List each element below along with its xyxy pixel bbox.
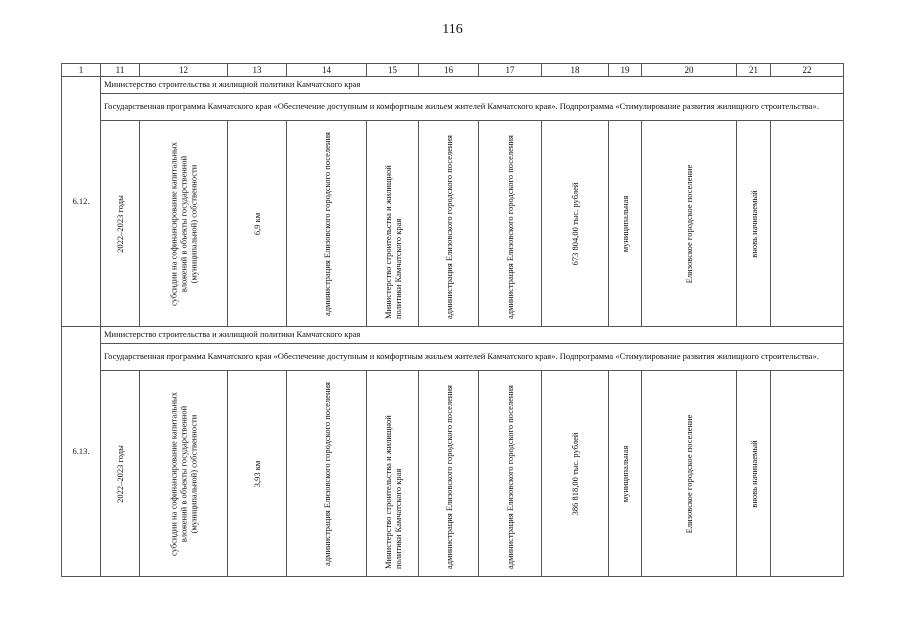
cell-note bbox=[771, 371, 844, 577]
column-header-row bbox=[62, 64, 844, 77]
table-row bbox=[62, 344, 844, 371]
table-row bbox=[62, 77, 844, 94]
cell-funding-type: субсидии на софинансирование капитальных вложений в объекты государственной (муниципальной) собственности bbox=[140, 371, 228, 577]
column-header: 15 bbox=[367, 64, 419, 77]
cell-administrator: Министерство строительства и жилищной политики Камчатского края bbox=[367, 371, 419, 577]
cell-territory: Елизовское городское поселение bbox=[642, 371, 737, 577]
column-header: 12 bbox=[140, 64, 228, 77]
cell-customer: администрация Елизовского городского поселения bbox=[287, 371, 367, 577]
program-line: Государственная программа Камчатского края «Обеспечение доступным и комфортным жильем жителей Камчатского края». Подпрограмма «Стимулирование развития жилищного строительства». bbox=[101, 94, 844, 121]
column-header: 19 bbox=[609, 64, 642, 77]
column-header: 17 bbox=[479, 64, 542, 77]
table-row bbox=[62, 371, 844, 577]
row-number: 6.13. bbox=[62, 327, 101, 577]
cell-customer: администрация Елизовского городского поселения bbox=[287, 121, 367, 327]
cell-funding-type: субсидии на софинансирование капитальных вложений в объекты государственной (муниципальной) собственности bbox=[140, 121, 228, 327]
column-header: 22 bbox=[771, 64, 844, 77]
cell-cost: 673 804,00 тыс. рублей bbox=[542, 121, 609, 327]
ministry-line: Министерство строительства и жилищной политики Камчатского края bbox=[101, 327, 844, 344]
cell-note bbox=[771, 121, 844, 327]
column-header: 18 bbox=[542, 64, 609, 77]
column-header: 20 bbox=[642, 64, 737, 77]
table-row bbox=[62, 327, 844, 344]
cell-capacity: 6,9 км bbox=[228, 121, 287, 327]
table-row bbox=[62, 94, 844, 121]
table-row bbox=[62, 121, 844, 327]
column-header: 16 bbox=[419, 64, 479, 77]
row-number: 6.12. bbox=[62, 77, 101, 327]
column-header: 21 bbox=[737, 64, 771, 77]
column-header: 14 bbox=[287, 64, 367, 77]
ministry-line: Министерство строительства и жилищной политики Камчатского края bbox=[101, 77, 844, 94]
cell-status: вновь начинаемый bbox=[737, 371, 771, 577]
cell-ownership: муниципальная bbox=[609, 121, 642, 327]
cell-period: 2022–2023 годы bbox=[101, 121, 140, 327]
cell-status: вновь начинаемый bbox=[737, 121, 771, 327]
cell-period: 2022–2023 годы bbox=[101, 371, 140, 577]
column-header: 11 bbox=[101, 64, 140, 77]
cell-recipient: администрация Елизовского городского поселения bbox=[419, 121, 479, 327]
cell-cost: 386 818,00 тыс. рублей bbox=[542, 371, 609, 577]
cell-administrator: Министерство строительства и жилищной политики Камчатского края bbox=[367, 121, 419, 327]
program-line: Государственная программа Камчатского края «Обеспечение доступным и комфортным жильем жителей Камчатского края». Подпрограмма «Стимулирование развития жилищного строительства». bbox=[101, 344, 844, 371]
cell-capacity: 3,93 км bbox=[228, 371, 287, 577]
projects-table bbox=[61, 63, 844, 577]
page-number: 116 bbox=[442, 22, 463, 37]
column-header: 13 bbox=[228, 64, 287, 77]
cell-ownership: муниципальная bbox=[609, 371, 642, 577]
cell-developer: администрация Елизовского городского поселения bbox=[479, 371, 542, 577]
cell-recipient: администрация Елизовского городского поселения bbox=[419, 371, 479, 577]
column-header: 1 bbox=[62, 64, 101, 77]
cell-territory: Елизовское городское поселение bbox=[642, 121, 737, 327]
cell-developer: администрация Елизовского городского поселения bbox=[479, 121, 542, 327]
